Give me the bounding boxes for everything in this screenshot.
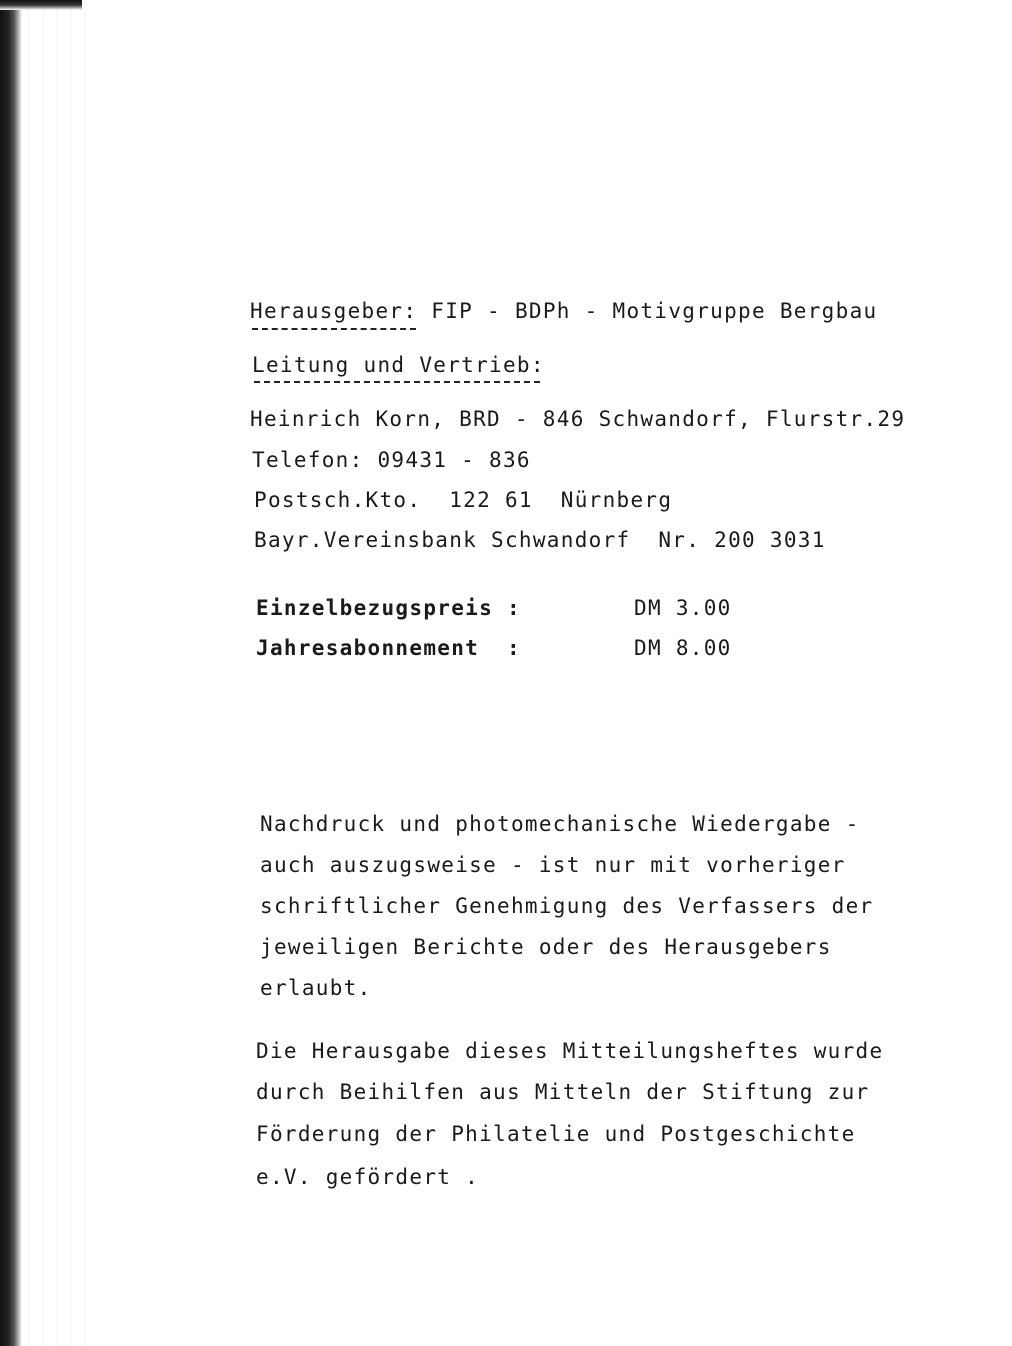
management-label: Leitung und Vertrieb: <box>252 353 545 377</box>
reprint-notice-line: auch auszugsweise - ist nur mit vorheriger <box>260 853 846 877</box>
publisher-label: Herausgeber: <box>250 299 418 323</box>
funding-notice-line: durch Beihilfen aus Mitteln der Stiftung zur <box>256 1080 870 1104</box>
reprint-notice-line: erlaubt. <box>260 976 372 1000</box>
funding-notice-line: Die Herausgabe dieses Mitteilungsheftes wurde <box>256 1039 884 1063</box>
funding-notice-line: Förderung der Philatelie und Postgeschichte <box>256 1122 856 1146</box>
price-label-single: Einzelbezugspreis : <box>256 596 521 620</box>
publisher-value: FIP - BDPh - Motivgruppe Bergbau <box>431 299 878 323</box>
price-label-annual: Jahresabonnement : <box>256 636 521 660</box>
address-line: Heinrich Korn, BRD - 846 Schwandorf, Flurstr.29 <box>250 407 906 431</box>
reprint-notice-line: jeweiligen Berichte oder des Herausgebers <box>260 935 832 959</box>
scan-streaks <box>22 0 92 1346</box>
reprint-notice-line: schriftlicher Genehmigung des Verfassers der <box>260 894 874 918</box>
price-value-annual: DM 8.00 <box>634 636 732 660</box>
binding-edge <box>0 0 22 1346</box>
reprint-notice-line: Nachdruck und photomechanische Wiedergabe - <box>260 812 860 836</box>
phone-line: Telefon: 09431 - 836 <box>252 448 531 472</box>
bank-line: Bayr.Vereinsbank Schwandorf Nr. 200 3031 <box>254 528 826 552</box>
publisher-underline <box>252 328 416 330</box>
publisher-line <box>250 298 877 324</box>
price-value-single: DM 3.00 <box>634 596 732 620</box>
postal-account-line: Postsch.Kto. 122 61 Nürnberg <box>254 488 673 512</box>
funding-notice-line: e.V. gefördert . <box>256 1165 480 1189</box>
management-underline <box>254 381 540 383</box>
